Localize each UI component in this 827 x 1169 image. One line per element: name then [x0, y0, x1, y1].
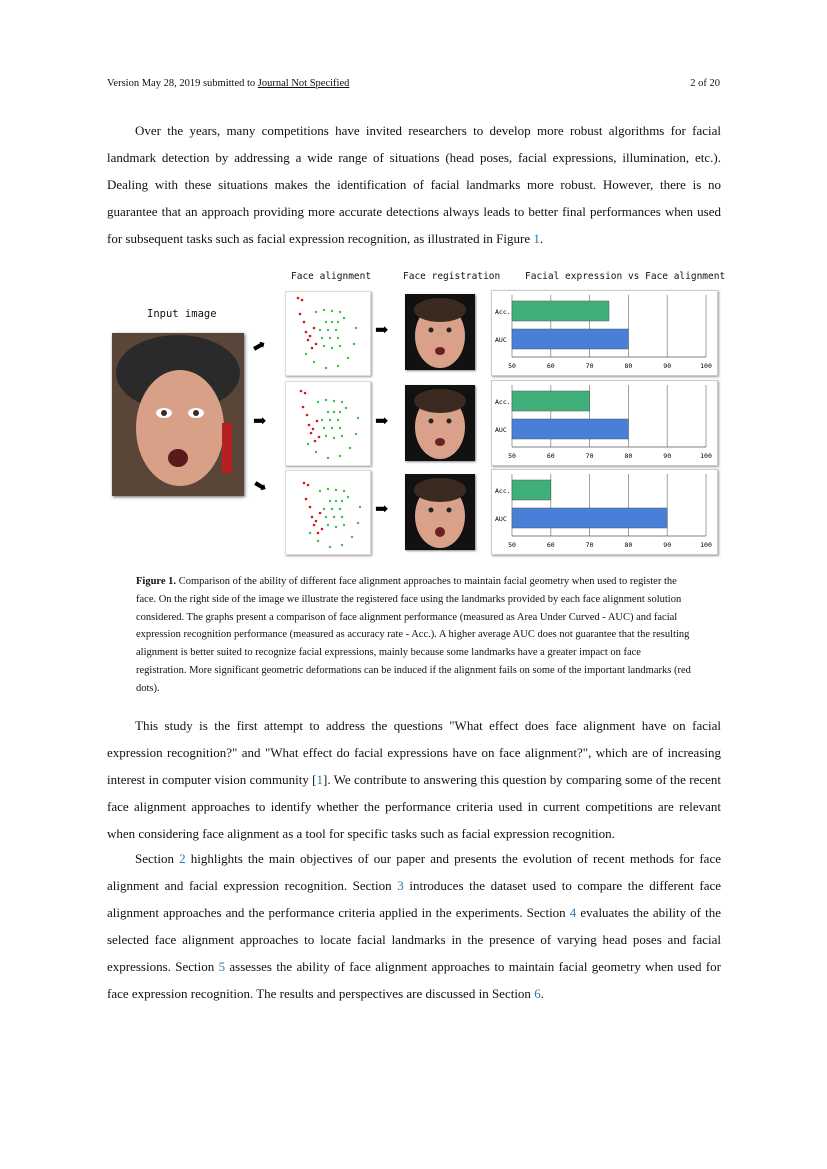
- caption-text: Comparison of the ability of different face alignment approaches to maintain facial geometry when used to register the face. On the right side of the image we illustrate the registered face using the landmarks provided by each face alignment solution considered. The graphs present a comparison of face alignment performance (measured as Area Under Curved - AUC) and facial expression recognition performance (measured as accuracy rate - Acc.). A higher average AUC does not guarantee that the resulting alignment is better suited to recognize facial expressions, mainly because some landmarks have a greater impact on face registration. More significant geometric deformations can be induced if the alignment fails on some of the important landmarks (red dots).: [136, 576, 691, 694]
- col-title-face-registration: Face registration: [403, 271, 501, 282]
- landmark-dot: [327, 488, 329, 490]
- landmark-dot: [331, 508, 333, 510]
- tick-label: 80: [624, 541, 633, 549]
- caption-label: Figure 1.: [136, 576, 177, 587]
- registered-face-2: [405, 385, 475, 461]
- landmarks-panel-3: [285, 470, 371, 555]
- tick-label: 90: [663, 452, 672, 460]
- landmark-dot: [343, 524, 345, 526]
- landmark-dot: [325, 399, 327, 401]
- landmark-dot-red: [303, 321, 306, 324]
- landmark-dot: [331, 347, 333, 349]
- landmark-dot: [341, 435, 343, 437]
- landmark-dot: [313, 361, 315, 363]
- landmark-dot: [359, 506, 361, 508]
- landmark-dot: [321, 419, 323, 421]
- figure-caption: [136, 573, 692, 698]
- figure-ref-link[interactable]: 1: [533, 231, 540, 246]
- tick-label: 70: [585, 452, 594, 460]
- landmark-dot: [357, 417, 359, 419]
- landmark-dot: [333, 437, 335, 439]
- landmark-dot: [333, 516, 335, 518]
- bar-acc: [512, 391, 590, 411]
- landmark-dot-red: [309, 335, 312, 338]
- landmark-dot: [339, 311, 341, 313]
- landmark-dot-red: [311, 347, 314, 350]
- landmark-dot: [339, 345, 341, 347]
- landmark-dot: [323, 427, 325, 429]
- landmark-dot-red: [305, 331, 308, 334]
- landmark-dot: [339, 427, 341, 429]
- section-ref-link[interactable]: 5: [218, 959, 226, 974]
- section-ref-link[interactable]: 2: [179, 851, 186, 866]
- landmark-dot: [319, 329, 321, 331]
- landmark-dot: [323, 345, 325, 347]
- landmark-dot: [337, 419, 339, 421]
- landmark-dot: [353, 343, 355, 345]
- text: introduces the dataset used to compare the different face alignment approaches and the performance criteria applied in the experiments. Section: [107, 878, 722, 920]
- category-label: Acc.: [495, 398, 511, 406]
- landmark-dot: [327, 457, 329, 459]
- arrow-icon: ➡: [375, 413, 389, 430]
- landmark-dot-red: [313, 524, 316, 527]
- category-label: Acc.: [495, 487, 511, 495]
- landmark-dot: [329, 337, 331, 339]
- landmark-dot-red: [308, 424, 311, 427]
- landmark-dot: [335, 329, 337, 331]
- landmark-dot: [325, 435, 327, 437]
- text: ]. We contribute to answering this question by comparing some of the recent face alignment approaches to identify whether the performance criteria used in current competitions are relevant when considering face alignment as a tool for specific tasks such as facial expression recognition.: [107, 772, 721, 841]
- arrow-icon: ➡: [375, 322, 389, 339]
- landmark-dot-red: [321, 528, 324, 531]
- col-title-face-alignment: Face alignment: [291, 271, 372, 282]
- landmark-dot: [355, 433, 357, 435]
- landmark-dot-red: [310, 432, 313, 435]
- tick-label: 50: [508, 362, 516, 370]
- bar-acc: [512, 301, 609, 321]
- landmark-dot: [323, 508, 325, 510]
- landmark-dot: [327, 411, 329, 413]
- landmark-dot: [315, 311, 317, 313]
- chart-1: [491, 290, 718, 376]
- landmark-dot-red: [306, 414, 309, 417]
- landmark-dot: [351, 536, 353, 538]
- landmark-dot: [329, 500, 331, 502]
- figure-1: [105, 266, 725, 558]
- landmark-dot: [355, 327, 357, 329]
- text: highlights the main objectives of our paper and presents the evolution of recent methods for face alignment and facial expression recognition. Section: [107, 851, 721, 893]
- landmark-dot: [317, 540, 319, 542]
- tick-label: 80: [624, 362, 633, 370]
- section-ref-link[interactable]: 3: [397, 878, 404, 893]
- landmark-dot: [327, 329, 329, 331]
- landmarks-panel-2: [285, 381, 371, 466]
- landmark-dot: [327, 524, 329, 526]
- landmark-dot: [345, 407, 347, 409]
- tick-label: 60: [546, 452, 555, 460]
- landmark-dot: [325, 321, 327, 323]
- landmark-dot-red: [317, 532, 320, 535]
- landmark-dot: [341, 401, 343, 403]
- arrow-icon: ➡: [249, 335, 270, 358]
- landmark-dot: [331, 310, 333, 312]
- text: .: [540, 986, 544, 1001]
- landmark-dot-red: [318, 436, 321, 439]
- landmark-dot-red: [312, 428, 315, 431]
- tick-label: 50: [508, 452, 516, 460]
- landmark-dot: [333, 400, 335, 402]
- tick-label: 100: [700, 362, 712, 370]
- landmark-dot: [325, 516, 327, 518]
- citation-link[interactable]: 1: [316, 772, 323, 787]
- landmark-dot: [321, 337, 323, 339]
- text: assesses the ability of face alignment approaches to maintain facial geometry when used for face expression recognition. The results and perspectives are discussed in Section: [107, 959, 721, 1001]
- landmark-dot: [315, 451, 317, 453]
- landmark-dot: [323, 309, 325, 311]
- landmark-dot: [333, 411, 335, 413]
- tick-label: 100: [700, 541, 712, 549]
- page-number: 2 of 20: [690, 78, 720, 89]
- landmark-dot: [337, 365, 339, 367]
- landmark-dot-red: [311, 516, 314, 519]
- section-ref-link[interactable]: 6: [534, 986, 541, 1001]
- landmark-dot-red: [300, 390, 303, 393]
- landmark-dot-red: [297, 297, 300, 300]
- tick-label: 60: [546, 362, 555, 370]
- tick-label: 70: [585, 362, 594, 370]
- arrow-icon: ➡: [253, 413, 267, 430]
- version-text: Version May 28, 2019 submitted to: [107, 78, 258, 89]
- landmark-dot: [337, 337, 339, 339]
- landmark-dot: [317, 401, 319, 403]
- landmark-dot: [325, 367, 327, 369]
- tick-label: 50: [508, 541, 516, 549]
- input-image-label: Input image: [147, 308, 217, 320]
- landmark-dot-red: [302, 406, 305, 409]
- registered-face-1: [405, 294, 475, 370]
- landmark-dot-red: [313, 327, 316, 330]
- chart-2: [491, 380, 718, 466]
- landmark-dot: [343, 317, 345, 319]
- tick-label: 80: [624, 452, 633, 460]
- landmark-dot: [335, 500, 337, 502]
- landmark-dot: [329, 419, 331, 421]
- landmark-dot: [335, 489, 337, 491]
- text: evaluates the ability of the selected face alignment approaches to locate facial landmarks in the presence of varying head poses and facial expressions. Section: [107, 905, 721, 974]
- landmark-dot: [347, 357, 349, 359]
- version-line: [107, 78, 349, 89]
- landmark-dot-red: [303, 482, 306, 485]
- landmark-dot: [331, 427, 333, 429]
- landmark-dot-red: [307, 339, 310, 342]
- text: This study is the first attempt to address the questions "What effect does face alignment have on facial expression recognition?" and "What effect do facial expressions have on face alignment?", which are of increasing interest in computer vision community [: [107, 718, 721, 787]
- landmark-dot: [347, 496, 349, 498]
- landmark-dot-red: [305, 498, 308, 501]
- tick-label: 70: [585, 541, 594, 549]
- landmark-dot-red: [307, 484, 310, 487]
- landmark-dot-red: [319, 512, 322, 515]
- col-title-chart: Facial expression vs Face alignment: [525, 271, 726, 282]
- landmark-dot-red: [315, 520, 318, 523]
- landmark-dot-red: [315, 343, 318, 346]
- landmark-dot: [341, 544, 343, 546]
- landmark-dot: [357, 522, 359, 524]
- bar-auc: [512, 419, 628, 439]
- paragraph-intro: Over the years, many competitions have invited researchers to develop more robust algorithms for facial landmark detection by addressing a wide range of situations (head poses, facial expressions, illumination, etc.). Dealing with these situations makes the identification of facial landmarks more robust. However, there is no guarantee that an approach providing more accurate detections always leads to better final performances when used for subsequent tasks such as facial expression recognition, as illustrated in Figure 1.: [107, 123, 721, 246]
- paragraph-intro-text: Over the years, many competitions have invited researchers to develop more robust algorithms for facial landmark detection by addressing a wide range of situations (head poses, facial expressions, illumination, etc.). Dealing with these situations makes the identification of facial landmarks more robust. However, there is no guarantee that an approach providing more accurate detections always leads to better final performances when used for subsequent tasks such as facial expression recognition, as illustrated in Figure: [107, 123, 721, 246]
- arrow-icon: ➡: [375, 501, 389, 518]
- landmark-dot: [319, 490, 321, 492]
- landmark-dot: [341, 516, 343, 518]
- arrow-icon: ➡: [249, 475, 271, 498]
- landmark-dot: [337, 321, 339, 323]
- journal-link[interactable]: Journal Not Specified: [257, 78, 350, 89]
- tick-label: 90: [663, 541, 672, 549]
- landmark-dot-red: [314, 440, 317, 443]
- category-label: Acc.: [495, 308, 511, 316]
- landmark-dot-red: [304, 392, 307, 395]
- landmark-dot-red: [309, 506, 312, 509]
- landmark-dot: [331, 321, 333, 323]
- landmark-dot: [305, 353, 307, 355]
- tick-label: 90: [663, 362, 672, 370]
- landmarks-panel-1: [285, 291, 371, 376]
- landmark-dot-red: [301, 299, 304, 302]
- category-label: AUC: [495, 515, 507, 523]
- landmark-dot: [349, 447, 351, 449]
- paragraph-sections: [107, 845, 721, 1007]
- landmark-dot-red: [299, 313, 302, 316]
- landmark-dot: [339, 455, 341, 457]
- text: Section: [135, 851, 180, 866]
- landmark-dot: [339, 411, 341, 413]
- landmark-dot: [343, 490, 345, 492]
- landmark-dot: [341, 500, 343, 502]
- section-ref-link[interactable]: 4: [569, 905, 577, 920]
- registered-face-3: [405, 474, 475, 550]
- landmark-dot: [335, 526, 337, 528]
- input-face-photo: [112, 333, 244, 496]
- bar-acc: [512, 480, 551, 500]
- bar-auc: [512, 508, 667, 528]
- landmark-dot: [309, 532, 311, 534]
- tick-label: 60: [546, 541, 555, 549]
- bar-auc: [512, 329, 628, 349]
- paragraph-study: [107, 712, 721, 847]
- chart-3: [491, 469, 718, 555]
- landmark-dot: [307, 443, 309, 445]
- category-label: AUC: [495, 336, 507, 344]
- tick-label: 100: [700, 452, 712, 460]
- landmark-dot: [329, 546, 331, 548]
- landmark-dot-red: [316, 420, 319, 423]
- landmark-dot: [339, 508, 341, 510]
- category-label: AUC: [495, 426, 507, 434]
